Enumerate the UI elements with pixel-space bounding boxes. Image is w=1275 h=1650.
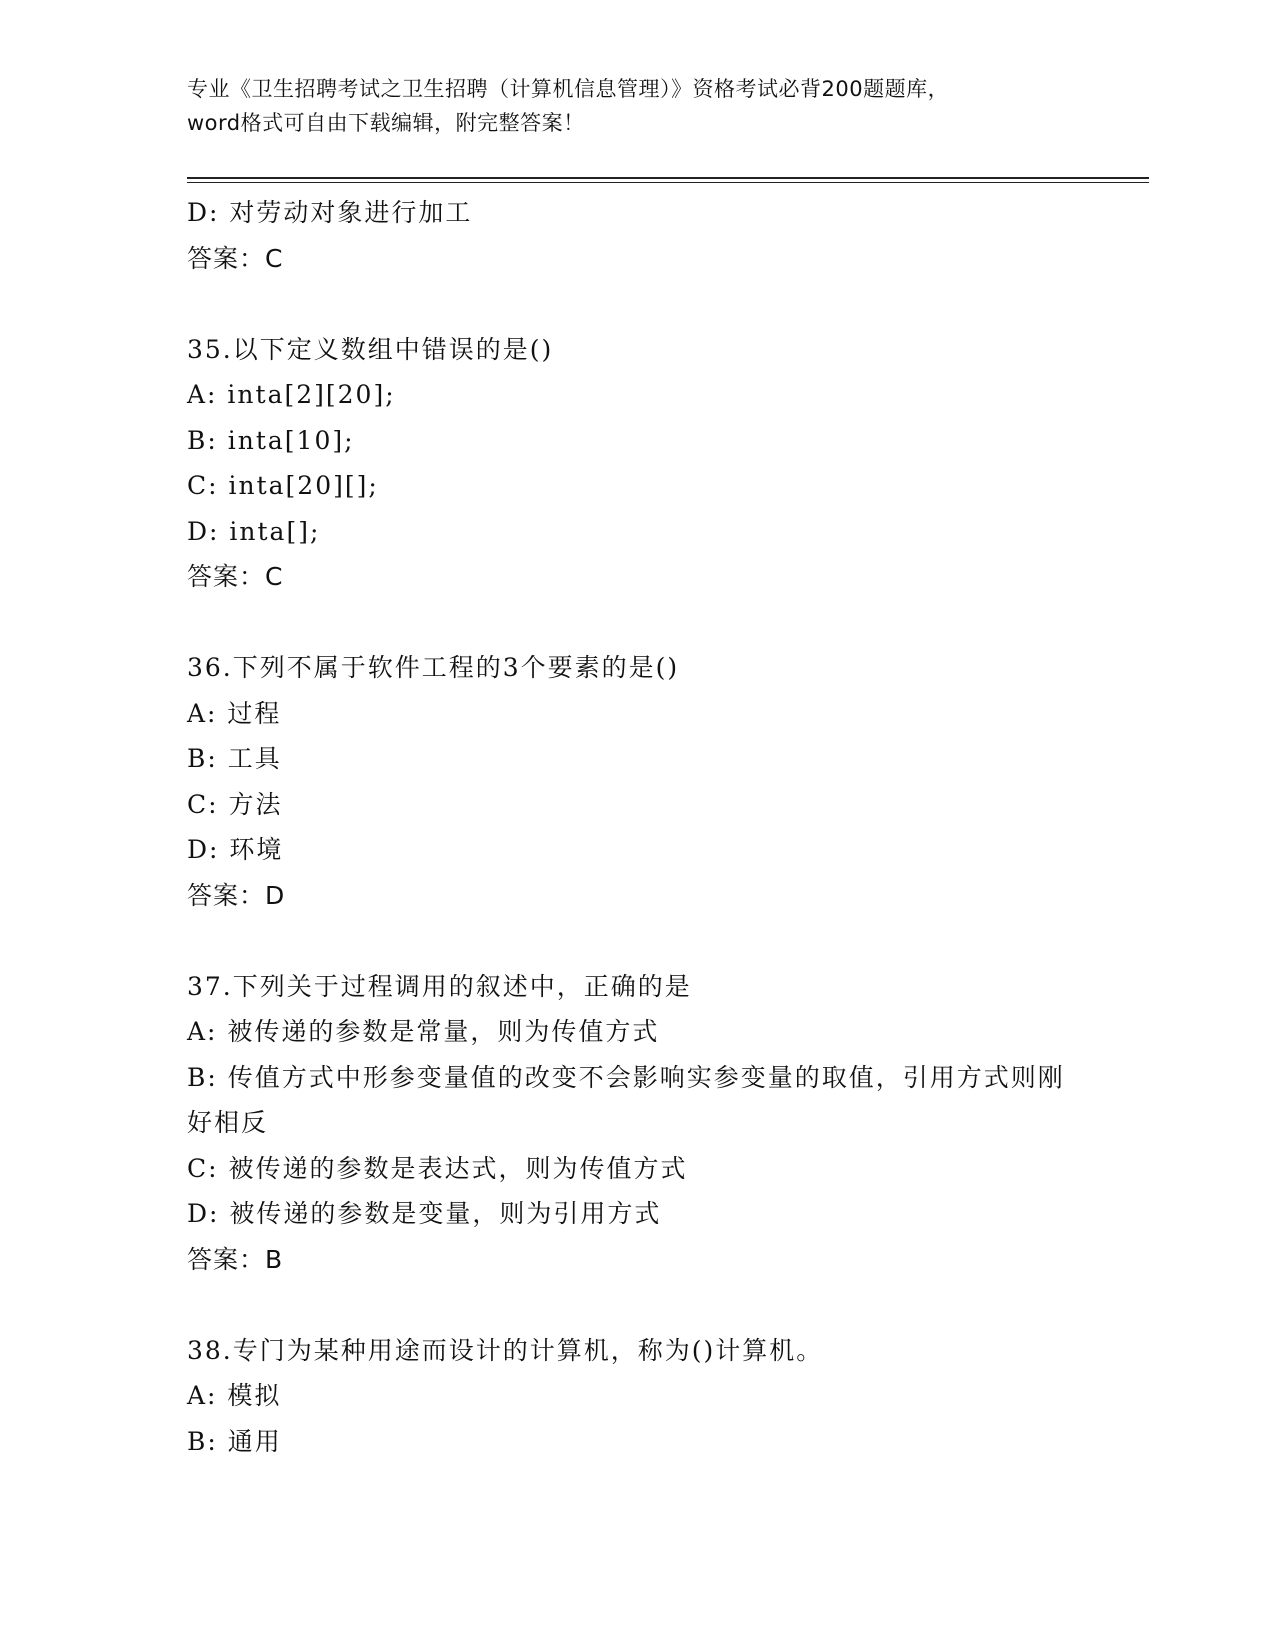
header-divider-thin [187,182,1149,183]
option-d: D: inta[]; [187,516,321,546]
question-stem: 36.下列不属于软件工程的3个要素的是() [187,653,680,682]
previous-question-tail [187,190,1087,281]
answer-line: 答案：B [187,1244,284,1274]
option-a: A: 被传递的参数是常量，则为传值方式 [187,1017,660,1046]
option-c: C: 被传递的参数是表达式，则为传值方式 [187,1153,688,1183]
question-stem: 38.专门为某种用途而设计的计算机，称为()计算机。 [187,1335,824,1365]
question-38 [187,1328,1087,1465]
question-36 [187,645,1087,918]
header-divider-thick [187,177,1149,179]
header-title-line-1: 专业《卫生招聘考试之卫生招聘（计算机信息管理）》资格考试必背200题题库， [187,77,950,101]
option-d: D: 被传递的参数是变量，则为引用方式 [187,1199,662,1228]
option-a: A: inta[2][20]; [187,380,396,409]
option-c: C: inta[20][]; [187,471,379,500]
answer-line: 答案：C [187,243,284,273]
answer-line: 答案：C [187,562,284,591]
question-37 [187,964,1087,1283]
option-a: A: 模拟 [187,1381,282,1410]
question-stem: 35.以下定义数组中错误的是() [187,334,554,364]
option-d: D: 对劳动对象进行加工 [187,198,473,227]
option-d: D: 环境 [187,835,284,864]
header-title-line-2: word格式可自由下载编辑，附完整答案！ [187,111,585,135]
option-b: B: 通用 [187,1426,282,1456]
document-header [187,72,1087,140]
question-35 [187,327,1087,600]
option-b: B: 传值方式中形参变量值的改变不会影响实参变量的取值，引用方式则刚好相反 [187,1062,1065,1137]
option-b: B: 工具 [187,744,282,773]
option-a: A: 过程 [187,698,282,728]
option-c: C: 方法 [187,789,283,819]
question-stem: 37.下列关于过程调用的叙述中，正确的是 [187,971,692,1001]
spacer [187,1282,1087,1328]
spacer [187,600,1087,646]
spacer [187,281,1087,327]
question-list [187,190,1087,1464]
answer-line: 答案：D [187,880,286,910]
option-b: B: inta[10]; [187,425,355,455]
spacer [187,918,1087,964]
